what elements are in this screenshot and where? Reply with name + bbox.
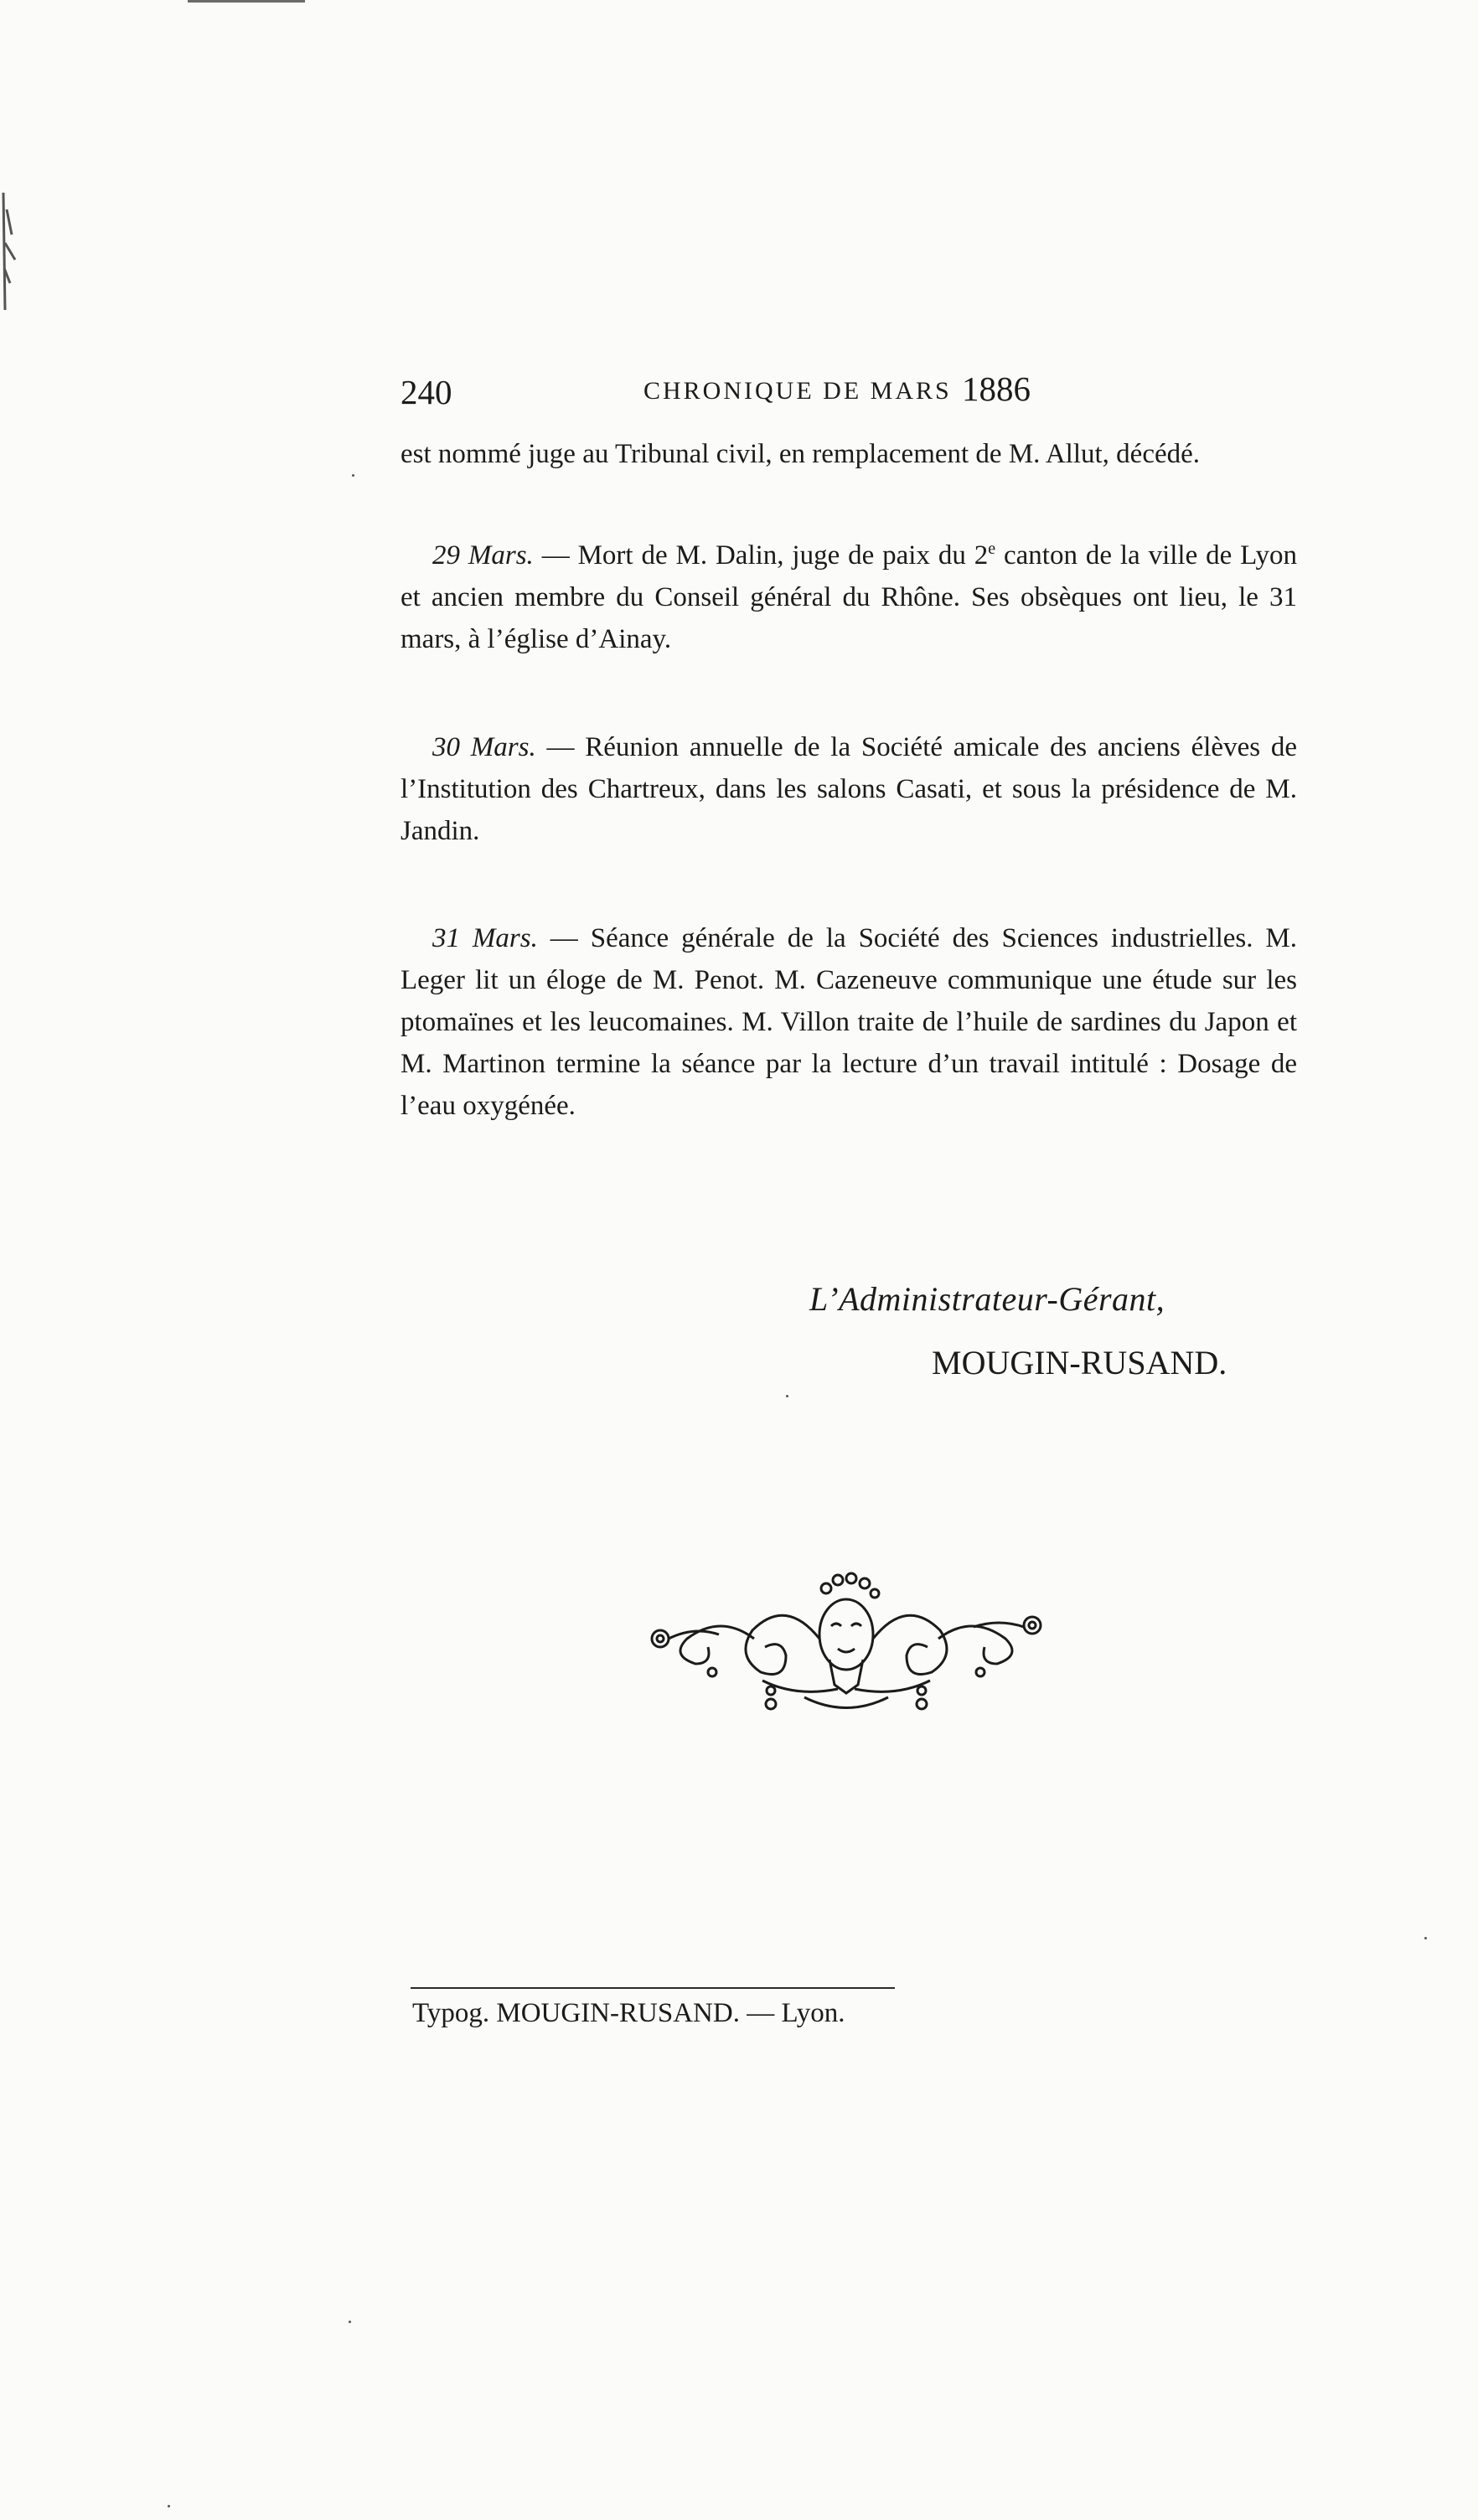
body-text-block — [401, 433, 1297, 475]
scan-speck — [1424, 1937, 1427, 1939]
entry-text: — Séance générale de la Société des Sciences industrielles. M. Leger lit un éloge de M. Penot. M. Cazeneuve communique une étude sur les ptomaïnes et les leucomaines. M. Villon traite de l’huile de sardines du Japon et M. Martinon termine la séance par la lecture d’un travail intitulé : Dosage de l’eau oxygénée. — [401, 923, 1297, 1121]
paragraph — [401, 917, 1297, 1127]
tailpiece-ornament-icon — [637, 1555, 1056, 1722]
paragraph — [401, 726, 1297, 852]
scan-edge-artifact — [0, 184, 34, 318]
entry-31-mars — [401, 917, 1297, 1127]
colophon: Typog. MOUGIN-RUSAND. — Lyon. — [412, 1998, 845, 2028]
entry-date: 29 Mars. — [432, 540, 534, 571]
entry-30-mars — [401, 726, 1297, 852]
entry-date: 31 Mars. — [432, 923, 538, 953]
superscript: e — [988, 540, 996, 558]
scan-speck — [352, 474, 354, 477]
scan-speck — [168, 2505, 170, 2507]
entry-date: 30 Mars. — [432, 732, 536, 762]
paragraph — [401, 534, 1297, 660]
scan-edge-dash — [188, 0, 305, 3]
paragraph-continuation: est nommé juge au Tribunal civil, en remplacement de M. Allut, décédé. — [401, 439, 1201, 469]
entry-text-continued: canton de la ville de Lyon et ancien membre du Conseil général du Rhône. Ses obsèques ont lieu, le 31 mars, à l’église d’Ainay. — [401, 540, 1297, 654]
running-year: 1886 — [962, 369, 1031, 408]
page-number: 240 — [401, 373, 452, 411]
signature-title: L’Administrateur-Gérant, — [809, 1280, 1165, 1318]
running-title: CHRONIQUE DE MARS — [643, 377, 952, 405]
scan-speck — [786, 1395, 788, 1397]
running-header — [401, 369, 1297, 419]
scan-speck — [349, 2321, 351, 2323]
signature-name: MOUGIN-RUSAND. — [932, 1344, 1227, 1381]
entry-text: — Mort de M. Dalin, juge de paix du 2 — [533, 540, 989, 571]
entry-text: — Réunion annuelle de la Société amicale des anciens élèves de l’Institution des Chartreux, dans les salons Casati, et sous la présidence de M. Jandin. — [401, 732, 1297, 846]
entry-29-mars — [401, 534, 1297, 660]
footer-rule — [411, 1987, 895, 1989]
